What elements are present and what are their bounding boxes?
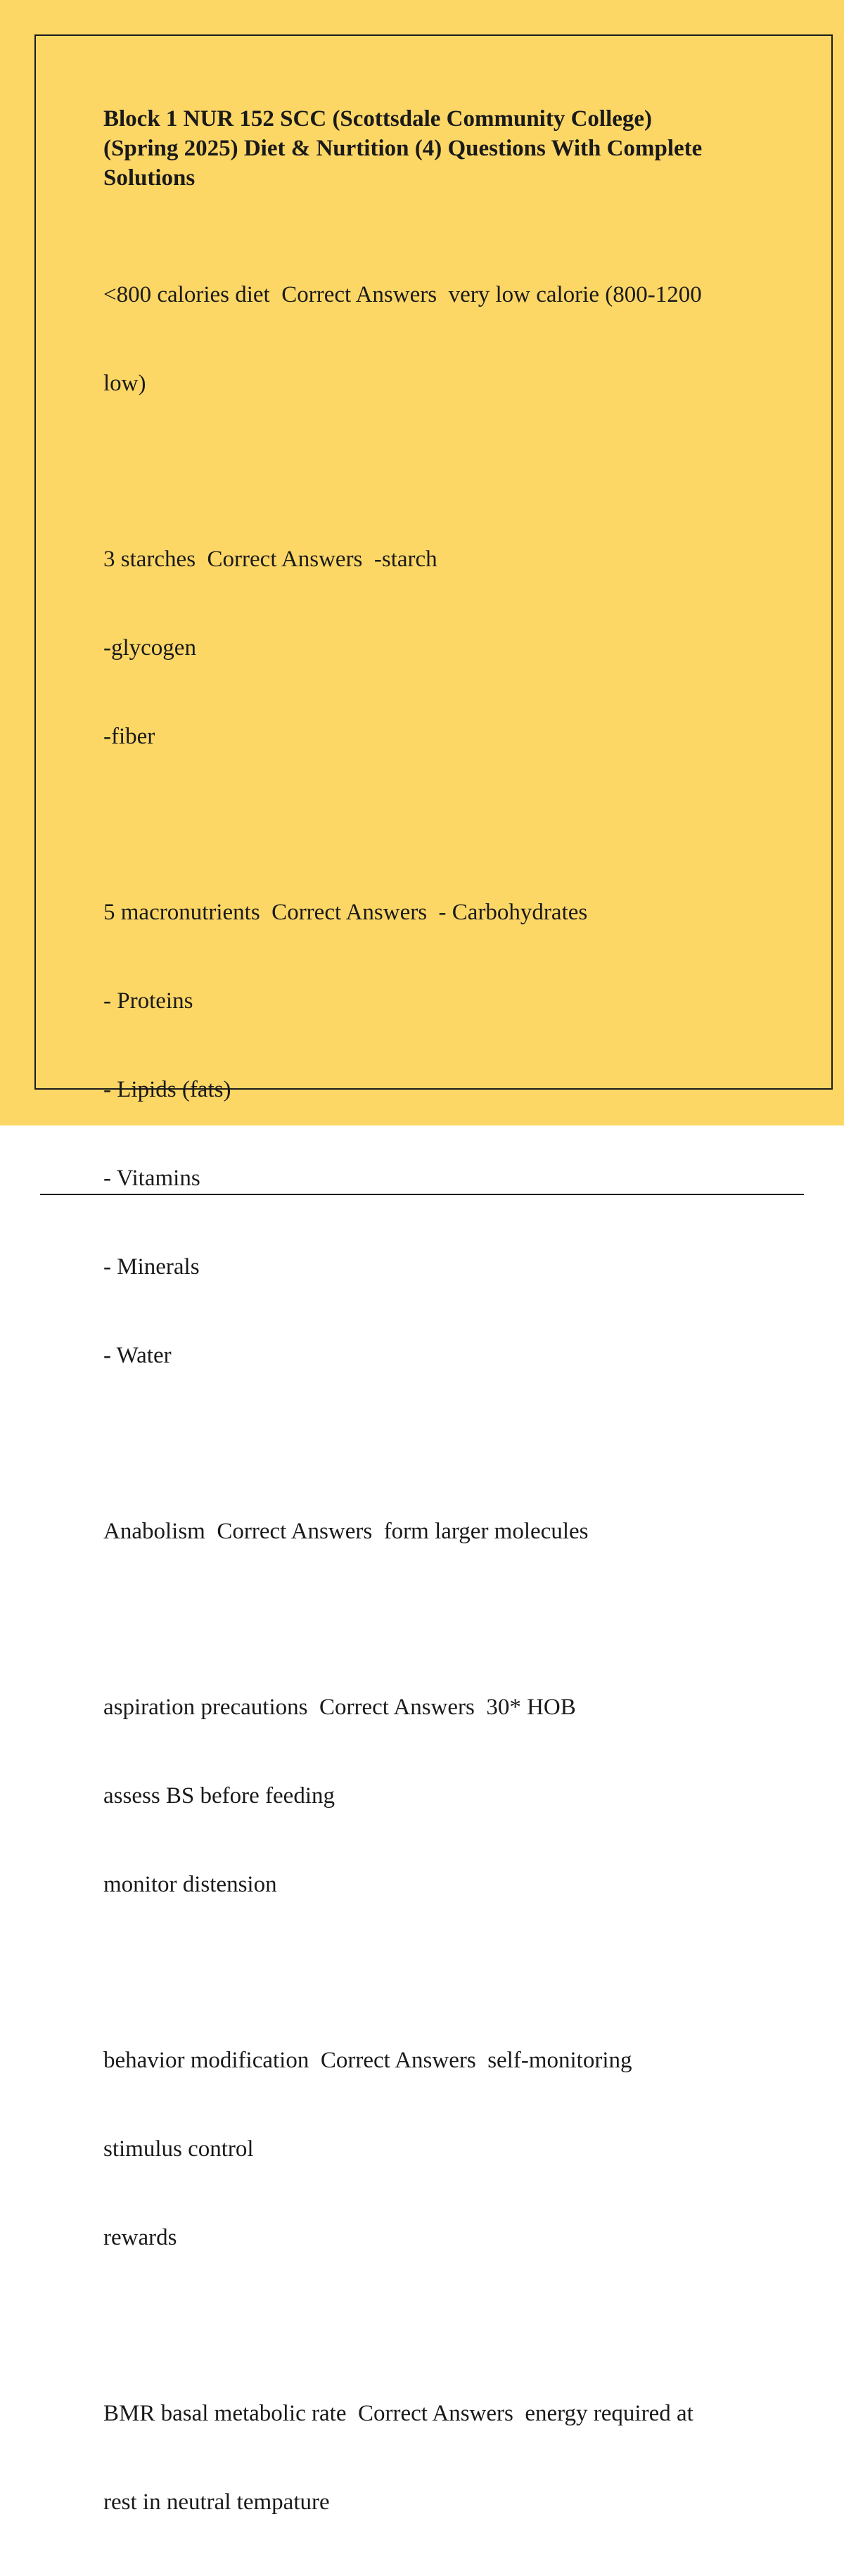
entry-line: 5 macronutrients Correct Answers - Carbohydrates (103, 900, 588, 925)
entry-line: - Vitamins (103, 1166, 200, 1191)
entry-line: assess BS before feeding (103, 1783, 335, 1809)
entry-line: -fiber (103, 724, 155, 749)
entry-line: - Lipids (fats) (103, 1077, 231, 1102)
entry-line: 3 starches Correct Answers -starch (103, 547, 437, 572)
qa-entry-macronutrients (103, 839, 800, 1429)
footer-divider (40, 1194, 804, 1195)
title-line: Solutions (103, 165, 196, 191)
qa-entry-bmr (103, 2340, 800, 2576)
entry-line: BMR basal metabolic rate Correct Answers energy required at (103, 2401, 693, 2426)
entry-line: - Minerals (103, 1254, 200, 1280)
entry-line: behavior modification Correct Answers self-monitoring (103, 2048, 632, 2073)
entry-line: monitor distension (103, 1872, 277, 1897)
title-line: (Spring 2025) Diet & Nurtition (4) Questions With Complete (103, 136, 703, 161)
entry-line: aspiration precautions Correct Answers 30* HOB (103, 1695, 576, 1720)
entry-line: - Water (103, 1343, 172, 1368)
qa-entry-low-calorie-diet (103, 221, 800, 457)
entry-line: low) (103, 371, 146, 396)
qa-entry-aspiration-precautions (103, 1633, 800, 1958)
qa-entry-anabolism (103, 1458, 800, 1605)
entry-line: -glycogen (103, 635, 196, 661)
entry-line: Anabolism Correct Answers form larger molecules (103, 1519, 589, 1544)
entry-line: stimulus control (103, 2136, 254, 2162)
document-title (103, 104, 800, 193)
entry-line: rest in neutral tempature (103, 2489, 330, 2515)
entry-line: <800 calories diet Correct Answers very low calorie (800-1200 (103, 282, 702, 307)
qa-entry-behavior-modification (103, 1987, 800, 2312)
title-line: Block 1 NUR 152 SCC (Scottsdale Community College) (103, 106, 653, 132)
content-border-frame (34, 34, 833, 2515)
document-content (103, 104, 800, 2576)
entry-line: - Proteins (103, 988, 193, 1014)
entry-line: rewards (103, 2225, 177, 2250)
qa-entry-starches (103, 485, 800, 810)
